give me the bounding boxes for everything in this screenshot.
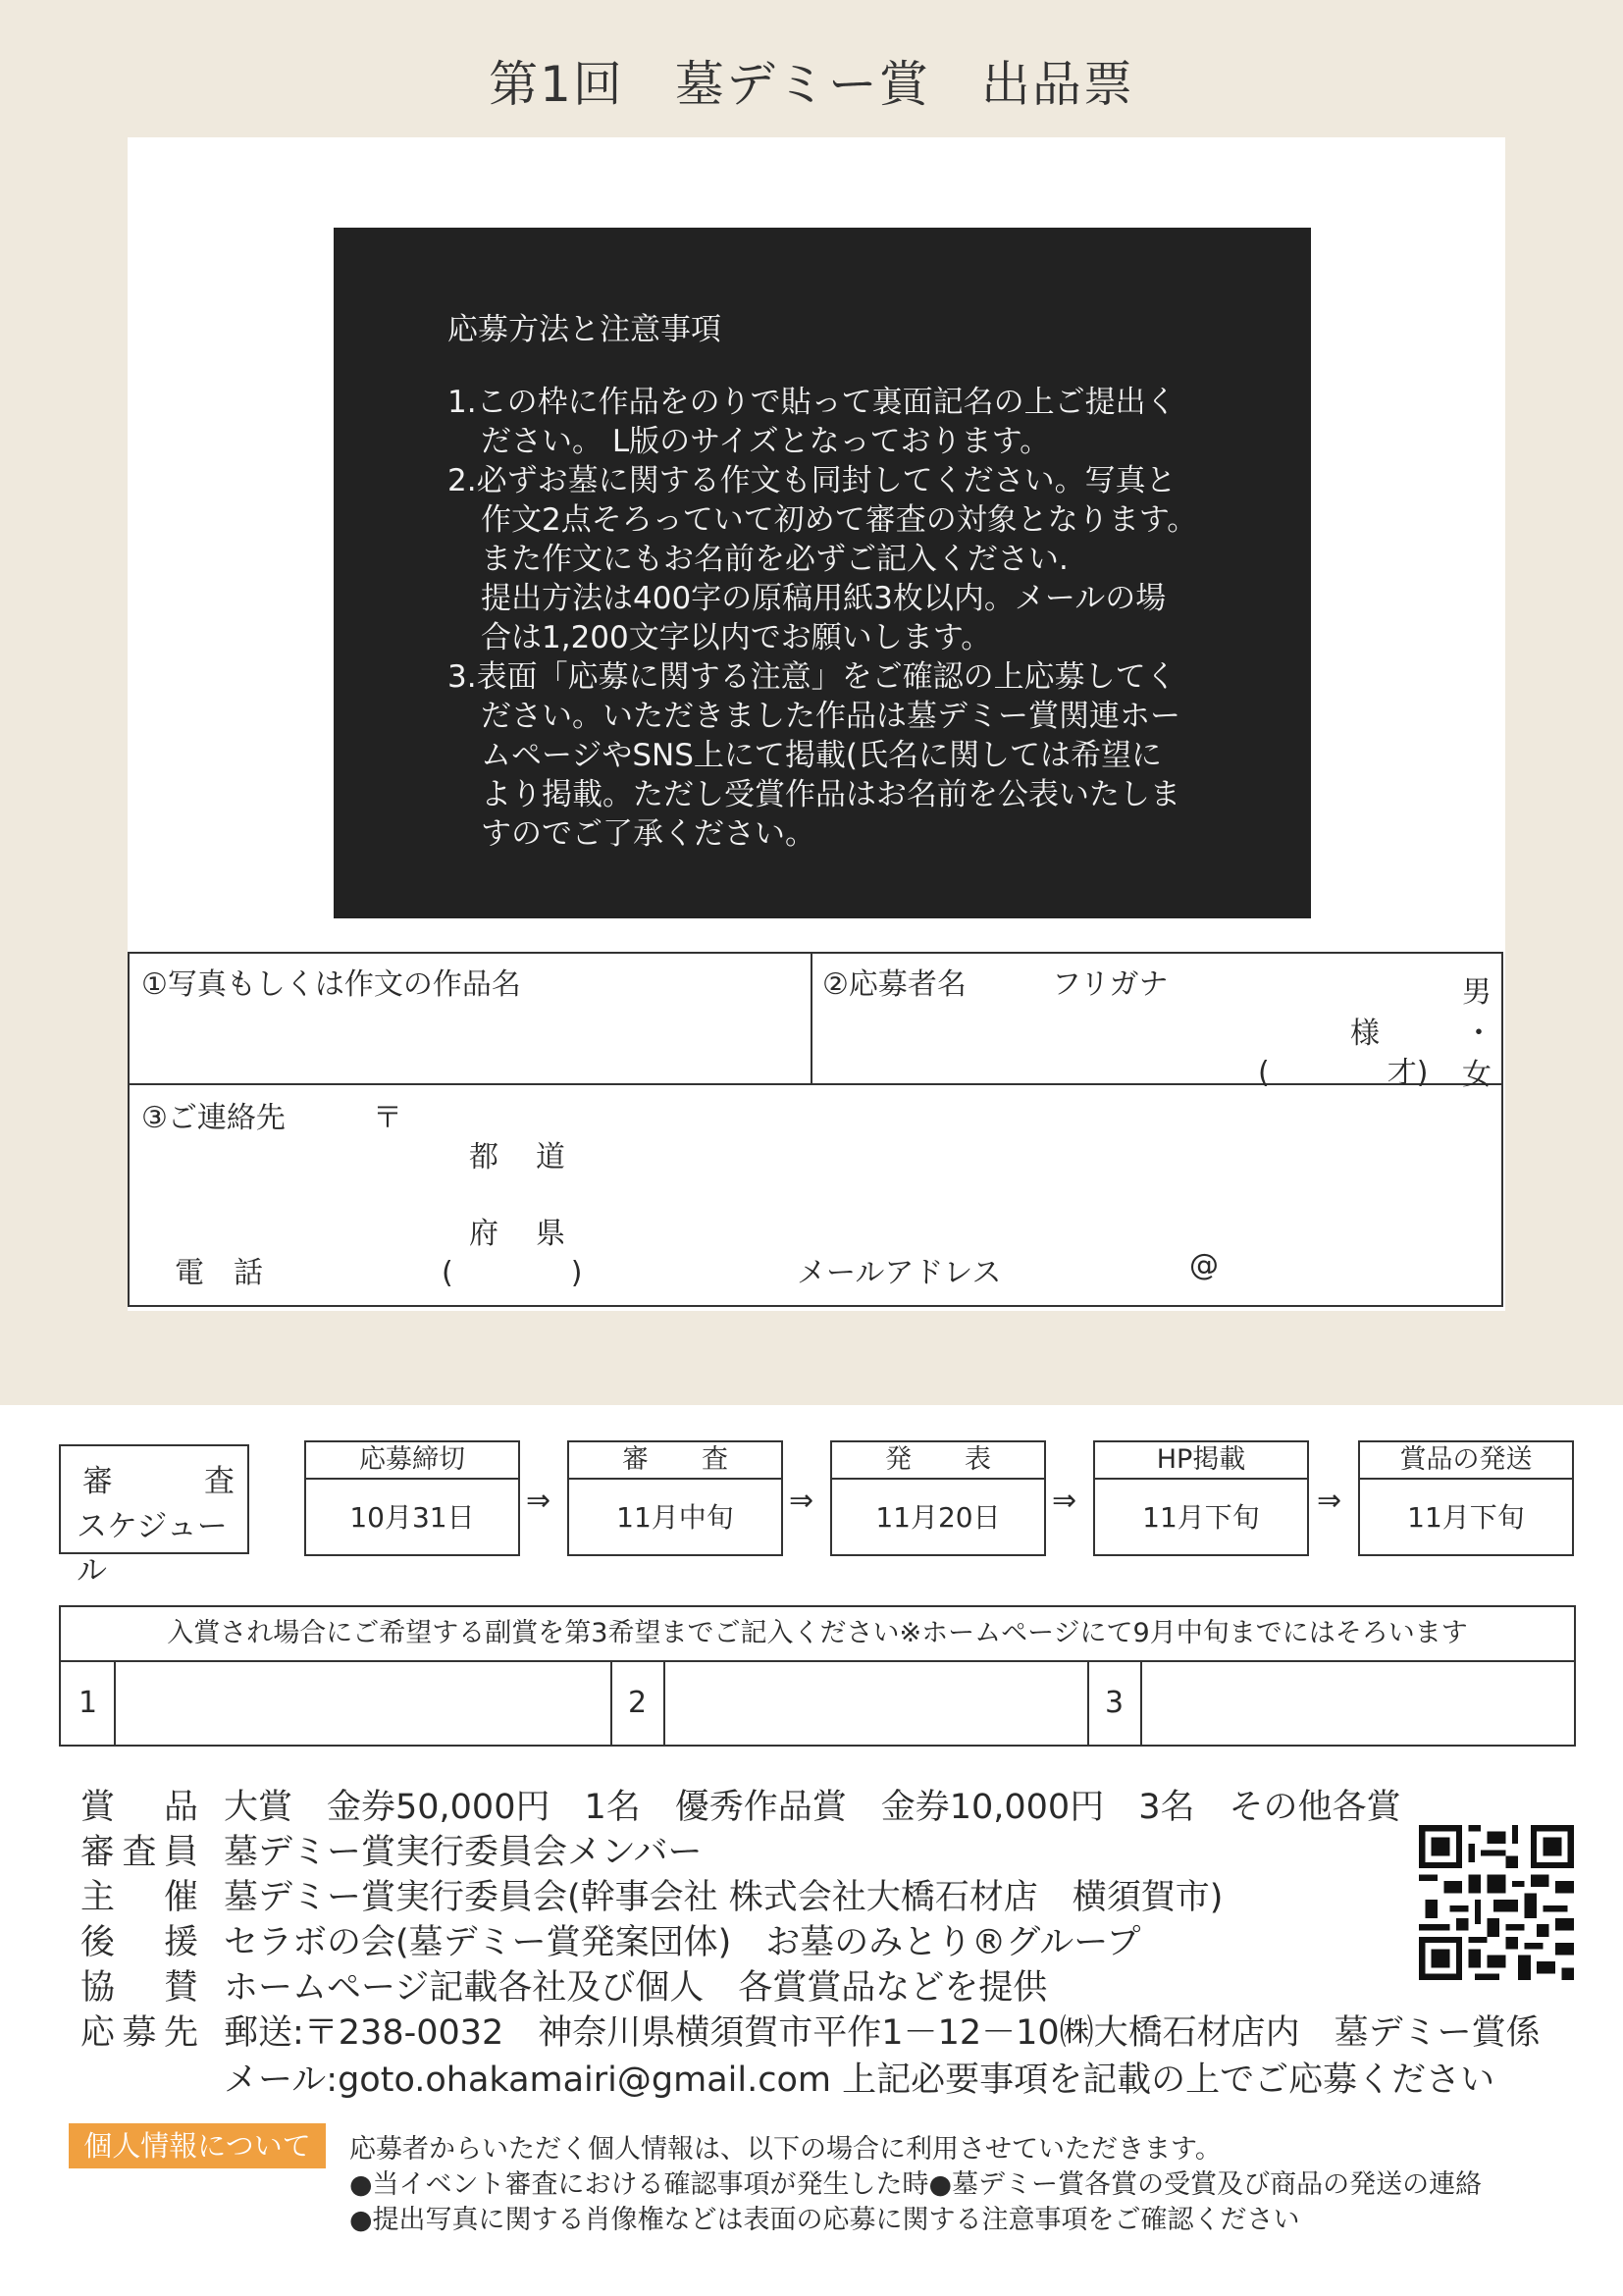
cell-divider <box>1087 1662 1089 1747</box>
gender-male[interactable]: 男 <box>1462 975 1492 1010</box>
prefecture-ken: 県 <box>536 1217 565 1251</box>
schedule-step-head: 応募締切 <box>306 1442 518 1480</box>
schedule-step-head: 発 表 <box>832 1442 1044 1480</box>
work-title-label: ①写真もしくは作文の作品名 <box>141 967 521 1002</box>
info-key-sponsor: 協賛 <box>80 1968 198 2008</box>
privacy-line-1: 応募者からいただく個人情報は、以下の場合に利用させていただきます。 <box>349 2134 1222 2165</box>
arrow-icon: ⇒ <box>789 1484 814 1518</box>
schedule-step-head: HP掲載 <box>1095 1442 1307 1480</box>
notice-item-1: 1.この枠に作品をのりで貼って裏面記名の上ご提出く ださい。 L版のサイズとなっております。 <box>447 385 1177 459</box>
cell-divider <box>610 1662 612 1747</box>
notice-item-2: 2.必ずお墓に関する作文も同封してください。写真と 作文2点そろっていて初めて審査の対象となります。 また作文にもお名前を必ずご記入ください. 提出方法は400字の原稿用紙3枚以内。メールの場 合は1,200文字以内でお願いします。 <box>447 463 1198 655</box>
notice-list <box>447 383 1272 854</box>
furigana-label: フリガナ <box>1052 967 1169 1002</box>
info-value-organizer: 墓デミー賞実行委員会(幹事会社 株式会社大橋石材店 横須賀市) <box>224 1878 1224 1917</box>
email-at: @ <box>1189 1248 1219 1282</box>
info-value-judges: 墓デミー賞実行委員会メンバー <box>224 1833 703 1872</box>
schedule-step <box>1358 1440 1574 1556</box>
info-key-prize: 賞品 <box>80 1788 198 1827</box>
schedule-step-date: 11月下旬 <box>1142 1501 1260 1534</box>
gender-separator: ・ <box>1464 1017 1493 1051</box>
schedule-step-date: 11月中旬 <box>616 1501 734 1534</box>
schedule-step-date: 11月20日 <box>875 1501 1001 1534</box>
schedule-label-line2: スケジュール <box>77 1509 228 1589</box>
arrow-icon: ⇒ <box>1317 1484 1342 1518</box>
schedule-step-date: 11月下旬 <box>1407 1501 1525 1534</box>
info-value-address: 郵送:〒238-0032 神奈川県横須賀市平作1－12－10㈱大橋石材店内 墓デミー賞係 <box>224 2013 1541 2053</box>
privacy-tag: 個人情報について <box>69 2123 326 2168</box>
info-key-address: 応募先 <box>80 2013 198 2053</box>
info-value-support: セラボの会(墓デミー賞発案団体) お墓のみとり®グループ <box>224 1923 1141 1962</box>
schedule-step-date: 10月31日 <box>349 1501 475 1534</box>
prize-choice-table <box>59 1605 1576 1747</box>
schedule-step <box>830 1440 1046 1556</box>
privacy-line-3: ●提出写真に関する肖像権などは表面の応募に関する注意事項をご確認ください <box>349 2205 1300 2235</box>
schedule-label <box>59 1444 249 1589</box>
contact-field[interactable] <box>130 1085 1503 1305</box>
arrow-icon: ⇒ <box>526 1484 551 1518</box>
info-email-line: メール:goto.ohakamairi@gmail.com 上記必要事項を記載の上でご応募ください <box>224 2061 1495 2100</box>
schedule-step <box>1093 1440 1309 1556</box>
info-key-organizer: 主催 <box>80 1878 198 1917</box>
contact-label: ③ご連絡先 <box>141 1101 286 1135</box>
email-label: メールアドレス <box>797 1256 1002 1290</box>
entry-form <box>128 952 1503 1307</box>
arrow-icon: ⇒ <box>1052 1484 1077 1518</box>
prefecture-fu: 府 <box>469 1217 498 1251</box>
prize-choice-header: 入賞され場合にご希望する副賞を第3希望までご記入ください※ホームページにて9月中旬までにはそろいます <box>61 1607 1574 1662</box>
privacy-line-2: ●当イベント審査における確認事項が発生した時●墓デミー賞各賞の受賞及び商品の発送の連絡 <box>349 2169 1483 2200</box>
info-value-prize: 大賞 金券50,000円 1名 優秀作品賞 金券10,000円 3名 その他各賞 <box>224 1788 1401 1827</box>
choice-number-1: 1 <box>79 1686 98 1720</box>
choice-number-3: 3 <box>1105 1686 1125 1720</box>
notice-heading: 応募方法と注意事項 <box>447 312 721 347</box>
info-key-judges: 審査員 <box>80 1833 198 1872</box>
schedule-step-head: 審 査 <box>569 1442 781 1480</box>
age-field: ( 才) <box>1258 1056 1429 1090</box>
phone-field[interactable]: ( ) <box>442 1256 583 1290</box>
postal-mark: 〒 <box>373 1101 402 1135</box>
info-key-support: 後援 <box>80 1923 198 1962</box>
schedule-step-head: 賞品の発送 <box>1360 1442 1572 1480</box>
sama-label: 様 <box>1350 1017 1380 1051</box>
qr-code-icon[interactable] <box>1419 1825 1574 1980</box>
gender-female[interactable]: 女 <box>1462 1058 1492 1092</box>
choice-input-1[interactable] <box>116 1662 610 1747</box>
page-title: 第1回 墓デミー賞 出品票 <box>489 56 1134 113</box>
applicant-name-field[interactable] <box>812 954 1503 1092</box>
notice-item-3: 3.表面「応募に関する注意」をご確認の上応募してく ださい。いただきました作品は墓デミー賞関連ホー ムページやSNS上にて掲載(氏名に関しては希望に より掲載。ただし受賞作品はお名前を公表いたしま すのでご了承ください。 <box>447 659 1180 852</box>
choice-input-3[interactable] <box>1142 1662 1574 1747</box>
choice-input-2[interactable] <box>665 1662 1087 1747</box>
schedule-step <box>304 1440 520 1556</box>
choice-number-2: 2 <box>628 1686 648 1720</box>
schedule-label-line1: 審 査 <box>82 1464 235 1499</box>
schedule-step <box>567 1440 783 1556</box>
info-value-sponsor: ホームページ記載各社及び個人 各賞賞品などを提供 <box>224 1968 1048 2008</box>
photo-paste-area[interactable] <box>334 228 1311 918</box>
work-title-field[interactable] <box>130 954 811 1085</box>
phone-label: 電 話 <box>175 1256 263 1290</box>
prefecture-dou: 道 <box>536 1140 565 1174</box>
prefecture-to: 都 <box>469 1140 498 1174</box>
applicant-label: ②応募者名 <box>822 967 967 1002</box>
